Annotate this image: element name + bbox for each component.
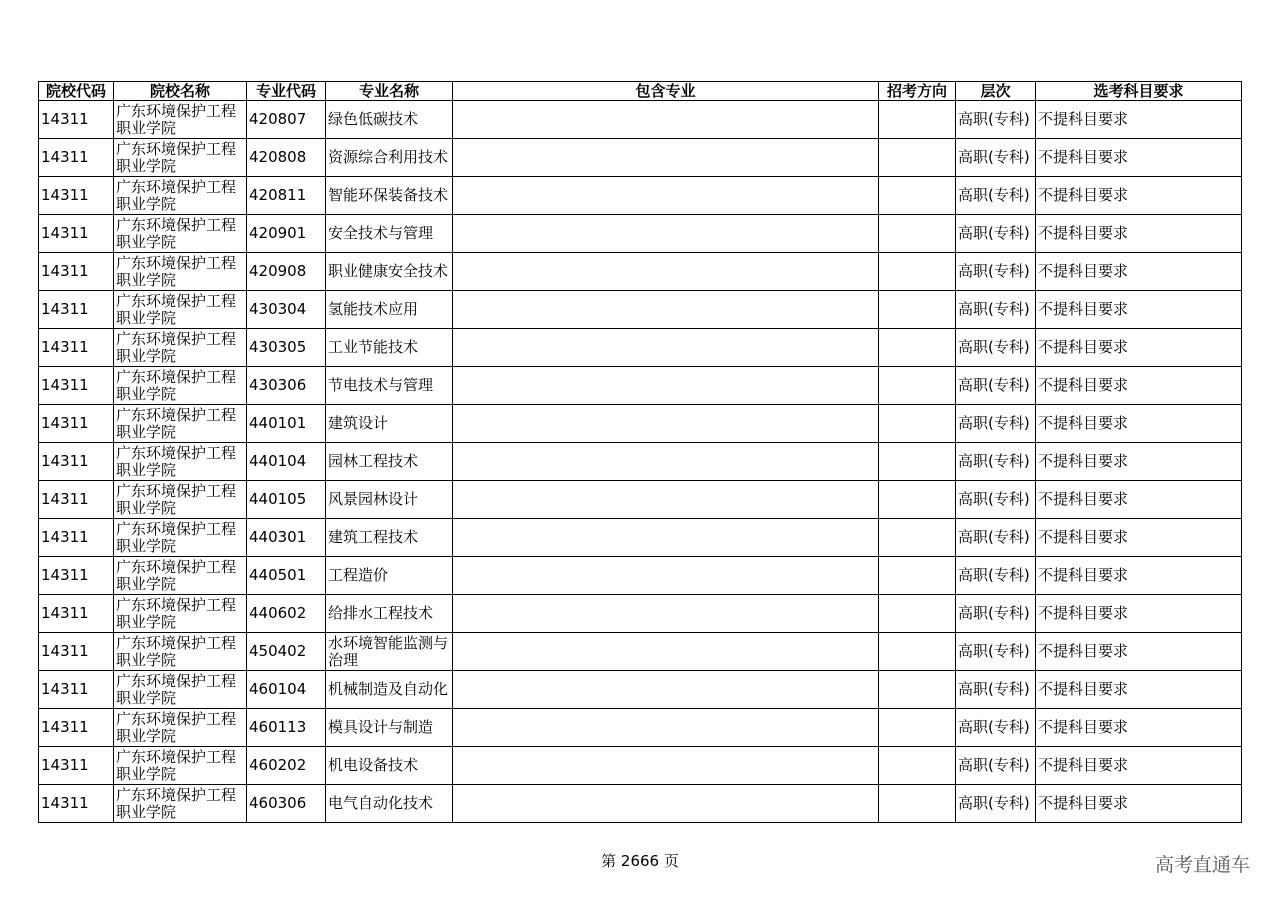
table-row xyxy=(39,633,1242,671)
subject-requirement-cell: 不提科目要求 xyxy=(1036,747,1242,785)
table-row xyxy=(39,101,1242,139)
subject-requirement-cell: 不提科目要求 xyxy=(1036,633,1242,671)
level-cell: 高职(专科) xyxy=(956,405,1036,443)
major-name-cell: 电气自动化技术 xyxy=(326,785,453,823)
major-code-cell: 420811 xyxy=(247,177,326,215)
direction-header: 招考方向 xyxy=(879,82,956,101)
school-name-cell: 广东环境保护工程职业学院 xyxy=(114,519,247,557)
school-code-cell: 14311 xyxy=(39,671,114,709)
school-name-cell: 广东环境保护工程职业学院 xyxy=(114,215,247,253)
major-code-cell: 440105 xyxy=(247,481,326,519)
table-row xyxy=(39,557,1242,595)
level-cell: 高职(专科) xyxy=(956,557,1036,595)
table-row xyxy=(39,177,1242,215)
table-row xyxy=(39,367,1242,405)
table-header xyxy=(39,82,1242,101)
major-name-cell: 氢能技术应用 xyxy=(326,291,453,329)
school-name-cell: 广东环境保护工程职业学院 xyxy=(114,443,247,481)
level-cell: 高职(专科) xyxy=(956,101,1036,139)
subject-requirement-cell: 不提科目要求 xyxy=(1036,405,1242,443)
included-majors-cell xyxy=(453,709,879,747)
major-code-cell: 450402 xyxy=(247,633,326,671)
included-majors-cell xyxy=(453,633,879,671)
watermark: 高考直通车 xyxy=(1154,854,1250,876)
major-name-cell: 智能环保装备技术 xyxy=(326,177,453,215)
major-code-cell: 430306 xyxy=(247,367,326,405)
school-name-cell: 广东环境保护工程职业学院 xyxy=(114,405,247,443)
level-cell: 高职(专科) xyxy=(956,671,1036,709)
included-majors-cell xyxy=(453,785,879,823)
major-name-cell: 节电技术与管理 xyxy=(326,367,453,405)
level-cell: 高职(专科) xyxy=(956,481,1036,519)
school-code-cell: 14311 xyxy=(39,785,114,823)
school-name-cell: 广东环境保护工程职业学院 xyxy=(114,139,247,177)
table-row xyxy=(39,329,1242,367)
included-majors-cell xyxy=(453,671,879,709)
school-name-cell: 广东环境保护工程职业学院 xyxy=(114,747,247,785)
major-code-cell: 430305 xyxy=(247,329,326,367)
table-row xyxy=(39,671,1242,709)
major-code-cell: 440501 xyxy=(247,557,326,595)
school-code-cell: 14311 xyxy=(39,709,114,747)
major-code-cell: 420901 xyxy=(247,215,326,253)
major-name-cell: 水环境智能监测与治理 xyxy=(326,633,453,671)
major-name-cell: 风景园林设计 xyxy=(326,481,453,519)
major-name-cell: 职业健康安全技术 xyxy=(326,253,453,291)
school-code-cell: 14311 xyxy=(39,557,114,595)
major-code-header: 专业代码 xyxy=(247,82,326,101)
major-code-cell: 440101 xyxy=(247,405,326,443)
level-cell: 高职(专科) xyxy=(956,595,1036,633)
level-cell: 高职(专科) xyxy=(956,367,1036,405)
table-body xyxy=(39,101,1242,823)
major-code-cell: 420908 xyxy=(247,253,326,291)
school-code-cell: 14311 xyxy=(39,177,114,215)
direction-cell xyxy=(879,253,956,291)
school-name-cell: 广东环境保护工程职业学院 xyxy=(114,481,247,519)
subject-requirement-cell: 不提科目要求 xyxy=(1036,671,1242,709)
school-code-cell: 14311 xyxy=(39,633,114,671)
subject-requirement-cell: 不提科目要求 xyxy=(1036,291,1242,329)
school-name-cell: 广东环境保护工程职业学院 xyxy=(114,785,247,823)
direction-cell xyxy=(879,329,956,367)
school-code-cell: 14311 xyxy=(39,519,114,557)
included-majors-cell xyxy=(453,595,879,633)
included-majors-cell xyxy=(453,519,879,557)
included-majors-cell xyxy=(453,291,879,329)
level-cell: 高职(专科) xyxy=(956,747,1036,785)
major-code-cell: 460113 xyxy=(247,709,326,747)
table-row xyxy=(39,595,1242,633)
level-cell: 高职(专科) xyxy=(956,253,1036,291)
page-number: 第 2666 页 xyxy=(601,852,679,870)
school-name-cell: 广东环境保护工程职业学院 xyxy=(114,671,247,709)
school-name-cell: 广东环境保护工程职业学院 xyxy=(114,557,247,595)
table-row xyxy=(39,405,1242,443)
direction-cell xyxy=(879,557,956,595)
major-name-cell: 资源综合利用技术 xyxy=(326,139,453,177)
major-code-cell: 420807 xyxy=(247,101,326,139)
included-majors-header: 包含专业 xyxy=(453,82,879,101)
school-name-cell: 广东环境保护工程职业学院 xyxy=(114,253,247,291)
direction-cell xyxy=(879,215,956,253)
level-cell: 高职(专科) xyxy=(956,785,1036,823)
level-cell: 高职(专科) xyxy=(956,329,1036,367)
subject-requirement-cell: 不提科目要求 xyxy=(1036,557,1242,595)
major-code-cell: 460202 xyxy=(247,747,326,785)
subject-requirement-cell: 不提科目要求 xyxy=(1036,785,1242,823)
level-cell: 高职(专科) xyxy=(956,291,1036,329)
major-name-cell: 工业节能技术 xyxy=(326,329,453,367)
included-majors-cell xyxy=(453,139,879,177)
table-row xyxy=(39,215,1242,253)
major-name-cell: 建筑设计 xyxy=(326,405,453,443)
direction-cell xyxy=(879,747,956,785)
direction-cell xyxy=(879,139,956,177)
subject-requirement-cell: 不提科目要求 xyxy=(1036,481,1242,519)
level-cell: 高职(专科) xyxy=(956,177,1036,215)
table-row xyxy=(39,481,1242,519)
direction-cell xyxy=(879,291,956,329)
school-code-cell: 14311 xyxy=(39,481,114,519)
major-code-cell: 440602 xyxy=(247,595,326,633)
direction-cell xyxy=(879,481,956,519)
included-majors-cell xyxy=(453,747,879,785)
subject-requirement-cell: 不提科目要求 xyxy=(1036,519,1242,557)
included-majors-cell xyxy=(453,443,879,481)
school-name-cell: 广东环境保护工程职业学院 xyxy=(114,291,247,329)
school-code-cell: 14311 xyxy=(39,101,114,139)
school-name-cell: 广东环境保护工程职业学院 xyxy=(114,709,247,747)
major-name-cell: 安全技术与管理 xyxy=(326,215,453,253)
subject-requirement-cell: 不提科目要求 xyxy=(1036,595,1242,633)
school-name-cell: 广东环境保护工程职业学院 xyxy=(114,367,247,405)
major-name-cell: 绿色低碳技术 xyxy=(326,101,453,139)
school-name-cell: 广东环境保护工程职业学院 xyxy=(114,177,247,215)
level-cell: 高职(专科) xyxy=(956,709,1036,747)
level-cell: 高职(专科) xyxy=(956,139,1036,177)
school-code-cell: 14311 xyxy=(39,405,114,443)
direction-cell xyxy=(879,177,956,215)
direction-cell xyxy=(879,595,956,633)
major-name-cell: 模具设计与制造 xyxy=(326,709,453,747)
direction-cell xyxy=(879,671,956,709)
school-code-header: 院校代码 xyxy=(39,82,114,101)
school-code-cell: 14311 xyxy=(39,291,114,329)
direction-cell xyxy=(879,633,956,671)
admissions-table xyxy=(38,81,1242,823)
subject-requirement-cell: 不提科目要求 xyxy=(1036,329,1242,367)
level-cell: 高职(专科) xyxy=(956,215,1036,253)
direction-cell xyxy=(879,101,956,139)
school-code-cell: 14311 xyxy=(39,367,114,405)
school-code-cell: 14311 xyxy=(39,443,114,481)
school-code-cell: 14311 xyxy=(39,215,114,253)
school-code-cell: 14311 xyxy=(39,329,114,367)
major-name-cell: 机电设备技术 xyxy=(326,747,453,785)
subject-requirement-cell: 不提科目要求 xyxy=(1036,101,1242,139)
level-cell: 高职(专科) xyxy=(956,443,1036,481)
major-code-cell: 460104 xyxy=(247,671,326,709)
major-code-cell: 440301 xyxy=(247,519,326,557)
subject-requirement-cell: 不提科目要求 xyxy=(1036,709,1242,747)
major-name-cell: 机械制造及自动化 xyxy=(326,671,453,709)
major-name-cell: 园林工程技术 xyxy=(326,443,453,481)
table-row xyxy=(39,253,1242,291)
table-row xyxy=(39,519,1242,557)
major-code-cell: 460306 xyxy=(247,785,326,823)
included-majors-cell xyxy=(453,367,879,405)
included-majors-cell xyxy=(453,101,879,139)
subject-requirement-cell: 不提科目要求 xyxy=(1036,253,1242,291)
subject-requirement-cell: 不提科目要求 xyxy=(1036,215,1242,253)
school-name-header: 院校名称 xyxy=(114,82,247,101)
school-code-cell: 14311 xyxy=(39,595,114,633)
included-majors-cell xyxy=(453,405,879,443)
school-code-cell: 14311 xyxy=(39,253,114,291)
level-cell: 高职(专科) xyxy=(956,633,1036,671)
included-majors-cell xyxy=(453,481,879,519)
direction-cell xyxy=(879,519,956,557)
subject-requirement-cell: 不提科目要求 xyxy=(1036,177,1242,215)
subject-requirement-cell: 不提科目要求 xyxy=(1036,139,1242,177)
subject-requirement-cell: 不提科目要求 xyxy=(1036,443,1242,481)
major-code-cell: 440104 xyxy=(247,443,326,481)
table-row xyxy=(39,785,1242,823)
table-row xyxy=(39,747,1242,785)
major-name-cell: 工程造价 xyxy=(326,557,453,595)
included-majors-cell xyxy=(453,177,879,215)
school-code-cell: 14311 xyxy=(39,747,114,785)
subject-requirement-cell: 不提科目要求 xyxy=(1036,367,1242,405)
direction-cell xyxy=(879,367,956,405)
included-majors-cell xyxy=(453,253,879,291)
major-code-cell: 420808 xyxy=(247,139,326,177)
major-code-cell: 430304 xyxy=(247,291,326,329)
subject-requirement-header: 选考科目要求 xyxy=(1036,82,1242,101)
direction-cell xyxy=(879,405,956,443)
level-header: 层次 xyxy=(956,82,1036,101)
school-name-cell: 广东环境保护工程职业学院 xyxy=(114,101,247,139)
school-name-cell: 广东环境保护工程职业学院 xyxy=(114,633,247,671)
header-row xyxy=(39,82,1242,101)
included-majors-cell xyxy=(453,215,879,253)
table-row xyxy=(39,139,1242,177)
major-name-header: 专业名称 xyxy=(326,82,453,101)
direction-cell xyxy=(879,709,956,747)
table-row xyxy=(39,443,1242,481)
school-code-cell: 14311 xyxy=(39,139,114,177)
table-row xyxy=(39,709,1242,747)
school-name-cell: 广东环境保护工程职业学院 xyxy=(114,595,247,633)
direction-cell xyxy=(879,785,956,823)
major-name-cell: 给排水工程技术 xyxy=(326,595,453,633)
direction-cell xyxy=(879,443,956,481)
table-row xyxy=(39,291,1242,329)
school-name-cell: 广东环境保护工程职业学院 xyxy=(114,329,247,367)
level-cell: 高职(专科) xyxy=(956,519,1036,557)
major-name-cell: 建筑工程技术 xyxy=(326,519,453,557)
included-majors-cell xyxy=(453,557,879,595)
included-majors-cell xyxy=(453,329,879,367)
